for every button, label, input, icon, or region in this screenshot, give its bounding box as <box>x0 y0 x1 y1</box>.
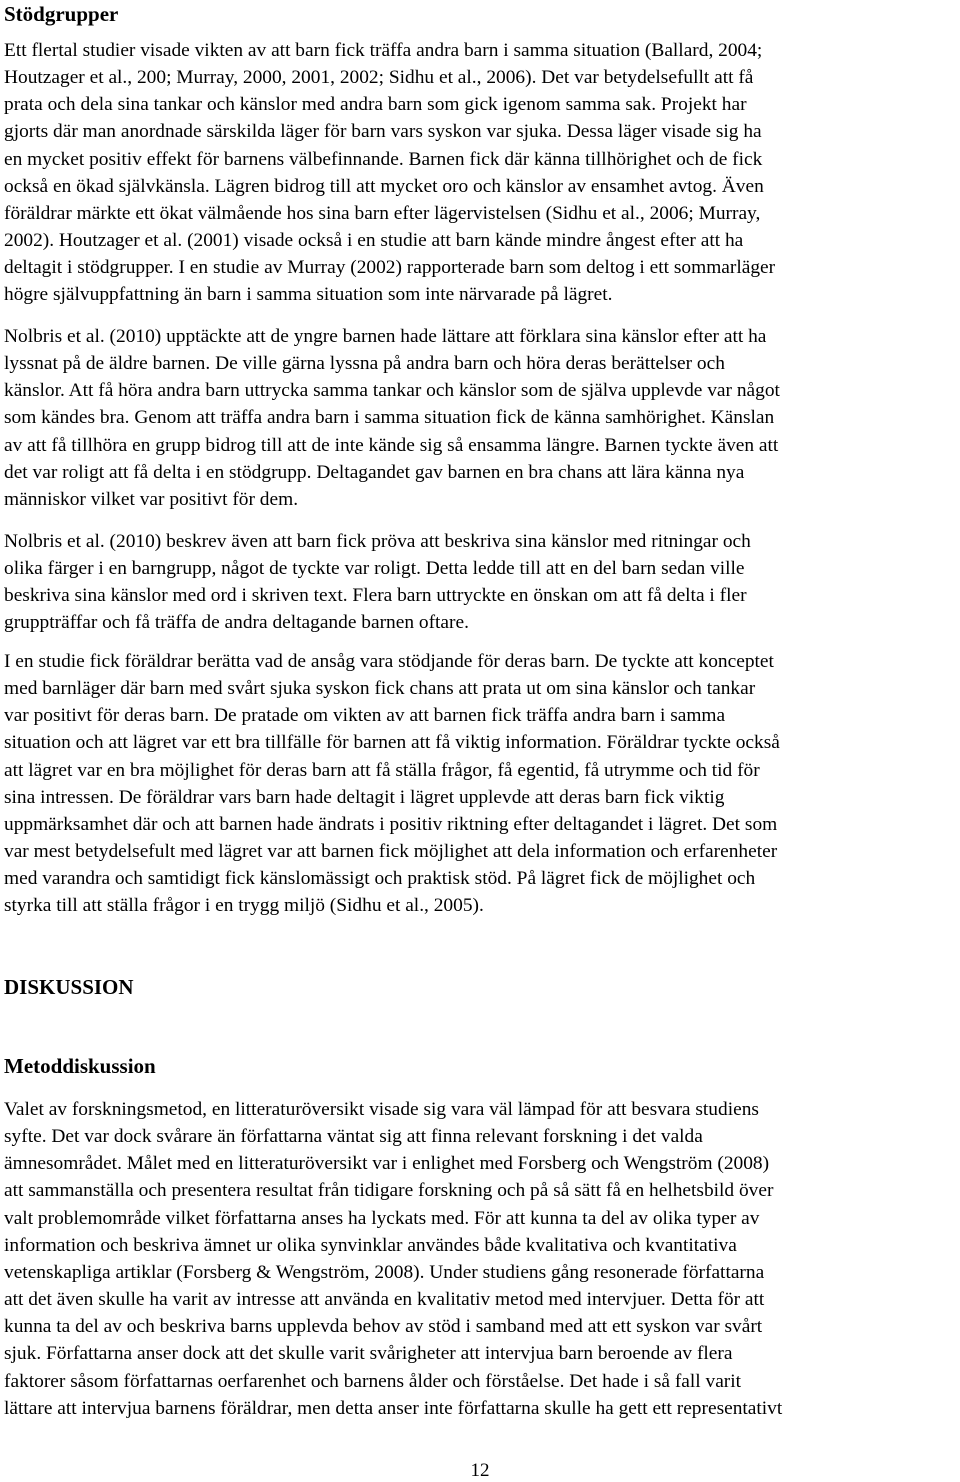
text-line: gjorts där man anordnade särskilda läger för barn vars syskon var sjuka. Dessa läger visade sig ha <box>4 121 762 143</box>
text-line: Valet av forskningsmetod, en litteraturöversikt visade sig vara väl lämpad för att besvara studiens <box>4 1099 759 1120</box>
text-line: deltagit i stödgrupper. I en studie av Murray (2002) rapporterade barn som deltog i ett sommarläger <box>4 257 776 279</box>
heading-stodgrupper: Stödgrupper <box>4 2 119 26</box>
text-line: det var roligt att få delta i en stödgrupp. Deltagandet gav barnen en bra chans att lära känna nya <box>4 461 745 483</box>
text-line: I en studie fick föräldrar berätta vad de ansåg vara stödjande för deras barn. De tyckte att konceptet <box>4 651 774 672</box>
text-line: av att få tillhöra en grupp bidrog till att de inte kände sig så ensamma längre. Barnen tyckte även att <box>4 434 779 456</box>
text-line: sjuk. Författarna anser dock att det skulle varit svårigheter att intervjua barn beroende av flera <box>4 1343 733 1365</box>
text-line: valt problemområde vilket författarna anses ha lyckats med. För att kunna ta del av olika typer av <box>4 1207 760 1229</box>
paragraph-stodgrupper-1 <box>4 37 959 309</box>
paragraph-stodgrupper-4 <box>4 648 959 920</box>
paragraph-stodgrupper-2 <box>4 323 959 513</box>
text-line: uppmärksamhet där och att barnen hade ändrats i positiv riktning efter deltagandet i lägret. Det som <box>4 813 778 835</box>
text-line: var positivt för deras barn. De pratade om vikten av att barnen fick träffa andra barn i samma <box>4 705 726 727</box>
text-line: 2002). Houtzager et al. (2001) visade också i en studie att barn kände mindre ångest efter att ha <box>4 230 744 252</box>
text-line: var mest betydelsefult med lägret var att barnen fick möjlighet att dela information och erfarenheter <box>4 841 778 863</box>
text-line: att sammanställa och presentera resultat från tidigare forskning och på så sätt få en helhetsbild över <box>4 1180 774 1202</box>
text-line: sina intressen. De föräldrar vars barn hade deltagit i lägret upplevde att deras barn fick viktig <box>4 786 725 808</box>
text-line: styrka till att ställa frågor i en trygg miljö (Sidhu et al., 2005). <box>4 895 484 917</box>
text-line: gruppträffar och få träffa de andra deltagande barnen oftare. <box>4 612 469 634</box>
text-line: kunna ta del av och beskriva barns upplevda behov av stöd i samband med att ett syskon var svårt <box>4 1316 763 1338</box>
text-line: lyssnat på de äldre barnen. De ville gärna lyssna på andra barn och höra deras berättelser och <box>4 353 725 375</box>
text-line: syfte. Det var dock svårare än författarna väntat sig att finna relevant forskning i det valda <box>4 1126 703 1148</box>
text-line: också en ökad självkänsla. Lägren bidrog till att mycket oro och känslor av ensamhet avtog. Även <box>4 175 764 197</box>
text-line: människor vilket var positivt för dem. <box>4 488 299 510</box>
text-line: vetenskapliga artiklar (Forsberg & Wengström, 2008). Under studiens gång resonerade författarna <box>4 1261 765 1283</box>
text-line: Ett flertal studier visade vikten av att barn fick träffa andra barn i samma situation (Ballard, 2004; <box>4 40 763 61</box>
heading-diskussion: DISKUSSION <box>4 975 134 999</box>
text-line: lättare att intervjua barnens föräldrar, men detta anser inte författarna skulle ha gett ett representativt <box>4 1397 783 1419</box>
text-line: information och beskriva ämnet ur olika synvinklar användes både kvalitativa och kvantitativa <box>4 1234 737 1256</box>
text-line: högre självuppfattning än barn i samma situation som inte närvarade på lägret. <box>4 284 613 306</box>
text-line: känslor. Att få höra andra barn uttrycka samma tankar och känslor som de själva upplevde var något <box>4 380 780 402</box>
text-line: Houtzager et al., 200; Murray, 2000, 2001, 2002; Sidhu et al., 2006). Det var betydelsefullt att få <box>4 67 754 89</box>
text-line: med barnläger där barn med svårt sjuka syskon fick chans att prata ut om sina känslor och tankar <box>4 678 756 700</box>
paragraph-stodgrupper-3 <box>4 528 959 637</box>
text-line: situation och att lägret var ett bra tillfälle för barnen att få viktig information. Föräldrar tyckte också <box>4 732 780 754</box>
text-line: olika färger i en barngrupp, något de tyckte var roligt. Detta ledde till att en del barn sedan ville <box>4 558 745 580</box>
text-line: Nolbris et al. (2010) beskrev även att barn fick pröva att beskriva sina känslor med ritningar och <box>4 531 751 552</box>
text-line: att det även skulle ha varit av intresse att använda en kvalitativ metod med intervjuer. Detta för att <box>4 1289 765 1311</box>
heading-metoddiskussion: Metoddiskussion <box>4 1054 156 1078</box>
text-line: faktorer såsom författarnas oerfarenhet och barnens ålder och förståelse. Det hade i så fall varit <box>4 1370 742 1392</box>
text-line: ämnesområdet. Målet med en litteraturöversikt var i enlighet med Forsberg och Wengström (2008) <box>4 1153 770 1175</box>
page-number: 12 <box>470 1460 490 1481</box>
text-line: en mycket positiv effekt för barnens välbefinnande. Barnen fick där känna tillhörighet och de fick <box>4 148 763 170</box>
text-line: Nolbris et al. (2010) upptäckte att de yngre barnen hade lättare att förklara sina känslor efter att ha <box>4 326 767 347</box>
text-line: beskriva sina känslor med ord i skriven text. Flera barn uttryckte en önskan om att få delta i fler <box>4 585 747 607</box>
text-line: att lägret var en bra möjlighet för deras barn att få ställa frågor, få egentid, få utrymme och tid för <box>4 759 760 781</box>
paragraph-metoddiskussion-1 <box>4 1096 959 1422</box>
text-line: med varandra och samtidigt fick känslomässigt och praktisk stöd. På lägret fick de möjlighet och <box>4 868 756 890</box>
text-line: som kändes bra. Genom att träffa andra barn i samma situation fick de känna samhörighet. Känslan <box>4 407 775 429</box>
text-line: prata och dela sina tankar och känslor med andra barn som gick igenom samma sak. Projekt har <box>4 94 747 116</box>
text-line: föräldrar märkte ett ökat välmående hos sina barn efter lägervistelsen (Sidhu et al., 2006; Murray, <box>4 202 761 224</box>
